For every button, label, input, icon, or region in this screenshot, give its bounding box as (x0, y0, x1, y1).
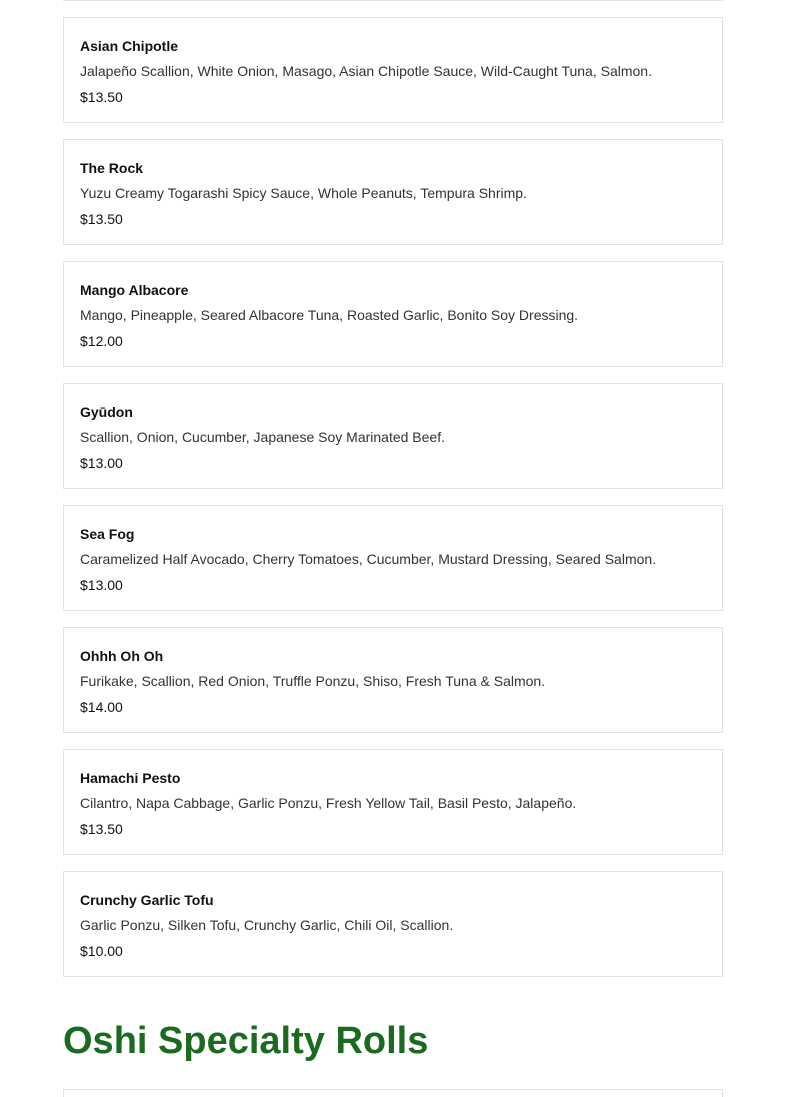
menu-item-list (63, 0, 723, 993)
menu-item-card[interactable] (63, 17, 723, 123)
menu-item-card[interactable] (63, 261, 723, 367)
menu-item-price: $14.00 (80, 699, 123, 715)
menu-item-name: Ohhh Oh Oh (80, 648, 164, 664)
menu-item-price: $13.50 (80, 821, 123, 837)
menu-item-card[interactable] (63, 749, 723, 855)
menu-item-price: $10.00 (80, 943, 123, 959)
menu-item-description: Mango, Pineapple, Seared Albacore Tuna, Roasted Garlic, Bonito Soy Dressing. (80, 307, 579, 323)
menu-item-description: Jalapeño Scallion, White Onion, Masago, Asian Chipotle Sauce, Wild-Caught Tuna, Salmon. (80, 63, 652, 79)
menu-item-card[interactable] (63, 0, 723, 1)
menu-item-name: Crunchy Garlic Tofu (80, 892, 214, 908)
menu-item-description: Caramelized Half Avocado, Cherry Tomatoes, Cucumber, Mustard Dressing, Seared Salmon. (80, 551, 657, 567)
menu-item-card[interactable] (63, 1089, 723, 1097)
menu-item-price: $13.00 (80, 577, 123, 593)
menu-item-card[interactable] (63, 383, 723, 489)
menu-item-name: Sea Fog (80, 526, 135, 542)
menu-item-price: $13.50 (80, 211, 123, 227)
menu-item-card[interactable] (63, 627, 723, 733)
section-heading: Oshi Specialty Rolls (63, 1020, 429, 1062)
menu-item-price: $13.00 (80, 455, 123, 471)
menu-item-card[interactable] (63, 505, 723, 611)
menu-item-name: Hamachi Pesto (80, 770, 181, 786)
menu-item-description: Cilantro, Napa Cabbage, Garlic Ponzu, Fresh Yellow Tail, Basil Pesto, Jalapeño. (80, 795, 577, 811)
menu-item-name: Gyūdon (80, 404, 133, 420)
menu-item-description: Furikake, Scallion, Red Onion, Truffle Ponzu, Shiso, Fresh Tuna & Salmon. (80, 673, 546, 689)
menu-item-card[interactable] (63, 871, 723, 977)
menu-item-description: Garlic Ponzu, Silken Tofu, Crunchy Garlic, Chili Oil, Scallion. (80, 917, 454, 933)
menu-item-name: The Rock (80, 160, 144, 176)
menu-item-price: $12.00 (80, 333, 123, 349)
menu-item-name: Asian Chipotle (80, 38, 179, 54)
menu-item-description: Yuzu Creamy Togarashi Spicy Sauce, Whole Peanuts, Tempura Shrimp. (80, 185, 527, 201)
menu-item-price: $13.50 (80, 89, 123, 105)
menu-item-name: Mango Albacore (80, 282, 189, 298)
menu-item-card[interactable] (63, 139, 723, 245)
menu-item-description: Scallion, Onion, Cucumber, Japanese Soy Marinated Beef. (80, 429, 445, 445)
